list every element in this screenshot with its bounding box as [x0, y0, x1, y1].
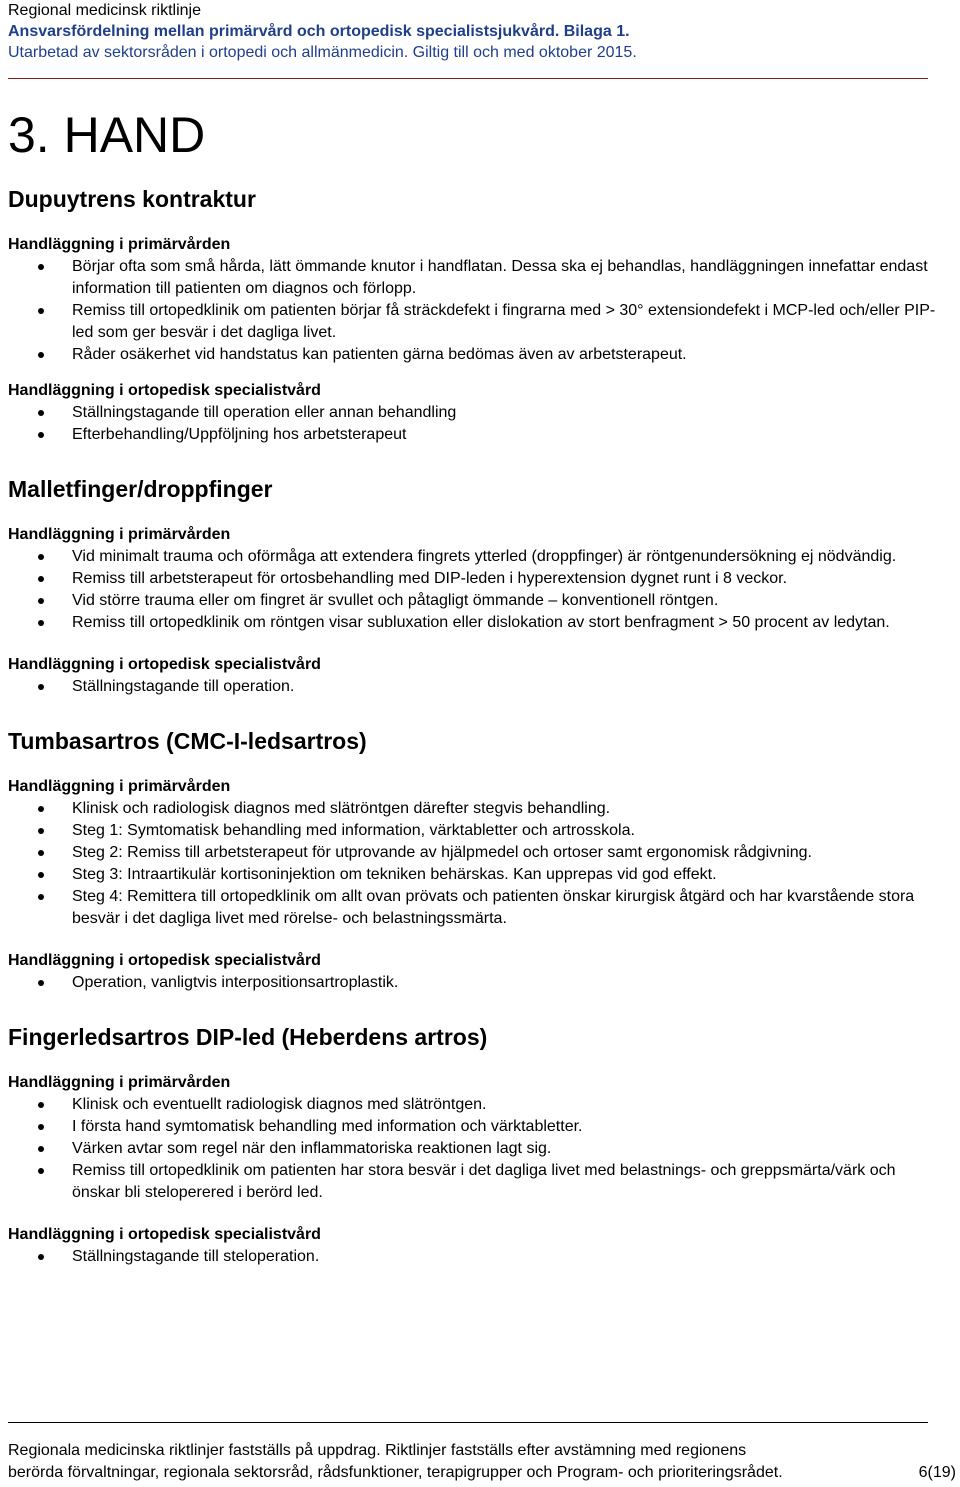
document-body [8, 180, 938, 1268]
specialist-care-list [8, 402, 938, 446]
section-thumb-arthrosis [8, 726, 938, 994]
primary-care-heading: Handläggning i primärvården [8, 526, 231, 543]
specialist-care-heading: Handläggning i ortopedisk specialistvård [8, 382, 321, 399]
list-item: Värken avtar som regel när den inflammatoriska reaktionen lagt sig. [8, 1138, 938, 1160]
list-item: Steg 1: Symtomatisk behandling med information, värktabletter och artrosskola. [8, 820, 938, 842]
specialist-care-heading: Handläggning i ortopedisk specialistvård [8, 1226, 321, 1243]
list-item: Remiss till ortopedklinik om patienten har stora besvär i det dagliga livet med belastnings- och greppsmärta/värk och önskar bli steloperered i berörd led. [8, 1160, 938, 1204]
specialist-care-list [8, 972, 938, 994]
specialist-care-list [8, 676, 938, 698]
list-item: Vid större trauma eller om fingret är svullet och påtagligt ömmande – konventionell röntgen. [8, 590, 938, 612]
footer-text-line: berörda förvaltningar, regionala sektorsråd, rådsfunktioner, terapigrupper och Program- och prioriteringsrådet. [8, 1464, 783, 1481]
section-title: Dupuytrens kontraktur [8, 186, 256, 212]
section-mallet-finger [8, 474, 938, 698]
section-dupuytren [8, 184, 938, 446]
list-item: Vid minimalt trauma och oförmåga att extendera fingrets ytterled (droppfinger) är röntgenundersökning ej nödvändig. [8, 546, 938, 568]
page-footer [8, 1440, 960, 1484]
list-item: Ställningstagande till operation eller annan behandling [8, 402, 938, 424]
list-item: Ställningstagande till steloperation. [8, 1246, 938, 1268]
list-item: Remiss till ortopedklinik om röntgen visar subluxation eller dislokation av stort benfragment > 50 procent av ledytan. [8, 612, 938, 634]
primary-care-list [8, 798, 938, 930]
header-validity: Utarbetad av sektorsråden i ortopedi och allmänmedicin. Giltig till och med oktober 2015. [8, 44, 637, 61]
list-item: Steg 2: Remiss till arbetsterapeut för utprovande av hjälpmedel och ortoser samt ergonomisk rådgivning. [8, 842, 938, 864]
specialist-care-heading: Handläggning i ortopedisk specialistvård [8, 656, 321, 673]
section-dip-arthrosis [8, 1022, 938, 1268]
primary-care-heading: Handläggning i primärvården [8, 778, 231, 795]
list-item: Remiss till ortopedklinik om patienten börjar få sträckdefekt i fingrarna med > 30° extensiondefekt i MCP-led och/eller PIP-led som ger besvär i det dagliga livet. [8, 300, 938, 344]
header-document-title: Ansvarsfördelning mellan primärvård och ortopedisk specialistsjukvård. Bilaga 1. [8, 23, 630, 40]
list-item: Steg 4: Remittera till ortopedklinik om allt ovan prövats och patienten önskar kirurgisk åtgärd och har kvarstående stora besvär i det dagliga livet med rörelse- och belastningssmärta. [8, 886, 938, 930]
page-number: 6(19) [918, 1464, 956, 1481]
primary-care-heading: Handläggning i primärvården [8, 236, 231, 253]
list-item: Efterbehandling/Uppföljning hos arbetsterapeut [8, 424, 938, 446]
primary-care-list [8, 546, 938, 634]
footer-divider [8, 1422, 928, 1423]
list-item: I första hand symtomatisk behandling med information och värktabletter. [8, 1116, 938, 1138]
list-item: Klinisk och eventuellt radiologisk diagnos med slätröntgen. [8, 1094, 938, 1116]
specialist-care-heading: Handläggning i ortopedisk specialistvård [8, 952, 321, 969]
primary-care-list [8, 1094, 938, 1204]
footer-text-line: Regionala medicinska riktlinjer fastställs på uppdrag. Riktlinjer fastställs efter avstämning med regionens [8, 1442, 747, 1459]
list-item: Remiss till arbetsterapeut för ortosbehandling med DIP-leden i hyperextension dygnet runt i 8 veckor. [8, 568, 938, 590]
list-item: Börjar ofta som små hårda, lätt ömmande knutor i handflatan. Dessa ska ej behandlas, handläggningen innefattar endast information till patienten om diagnos och förlopp. [8, 256, 938, 300]
list-item: Steg 3: Intraartikulär kortisoninjektion om tekniken behärskas. Kan upprepas vid god effekt. [8, 864, 938, 886]
section-title: Tumbasartros (CMC-I-ledsartros) [8, 728, 367, 754]
header-guideline-type: Regional medicinsk riktlinje [8, 2, 201, 19]
list-item: Råder osäkerhet vid handstatus kan patienten gärna bedömas även av arbetsterapeut. [8, 344, 938, 366]
list-item: Operation, vanligtvis interpositionsartroplastik. [8, 972, 938, 994]
section-title: Fingerledsartros DIP-led (Heberdens artros) [8, 1024, 488, 1050]
section-title: Malletfinger/droppfinger [8, 476, 273, 502]
list-item: Ställningstagande till operation. [8, 676, 938, 698]
primary-care-list [8, 256, 938, 366]
specialist-care-list [8, 1246, 938, 1268]
chapter-title: 3. HAND [8, 107, 206, 163]
primary-care-heading: Handläggning i primärvården [8, 1074, 231, 1091]
list-item: Klinisk och radiologisk diagnos med slätröntgen därefter stegvis behandling. [8, 798, 938, 820]
page-header [8, 0, 938, 63]
header-divider [8, 78, 928, 79]
